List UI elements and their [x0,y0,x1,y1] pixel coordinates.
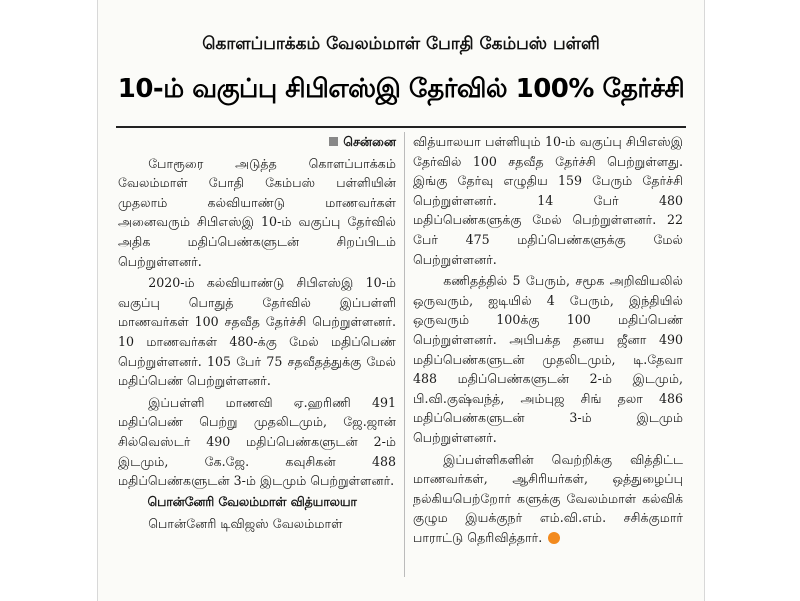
dateline [118,132,396,152]
paragraph: இப்பள்ளி மாணவி ஏ.ஹரிணி 491 மதிப்பெண் பெற்று முதலிடமும், ஜே.ஜான் சில்வெஸ்டர் 490 மதிப்பெண்களுடன் 2-ம் இடமும், கே.ஜே. கவுசிகன் 488 மதிப்பெண்களுடன் 3-ம் இடமும் பெற்றுள்ளனர். [118,394,396,489]
left-column [118,132,396,534]
headline: 10-ம் வகுப்பு சிபிஎஸ்இ தேர்வில் 100% தேர்ச்சி [117,74,685,104]
kicker: கொளப்பாக்கம் வேலம்மாள் போதி கேம்பஸ் பள்ளி [202,34,600,54]
end-mark-icon [548,532,560,544]
column-divider [404,132,405,577]
paragraph: கணிதத்தில் 5 பேரும், சமூக அறிவியலில் ஒருவரும், ஐடியில் 4 பேரும், இந்தியில் ஒருவரும் 100க்கு 100 மதிப்பெண் பெற்றுள்ளனர். அபிபக்த தனய ஜீனா 490 மதிப்பெண்களுடன் முதலிடமும், டி.தேவா 488 மதிப்பெண்களுடன் 2-ம் இடமும், பி.வி.குஷ்வந்த், அம்புஜ சிங் தலா 486 மதிப்பெண்களுடன் 3-ம் இடமும் பெற்றுள்ளனர். [413,273,683,445]
paragraph: போரூரை அடுத்த கொளப்பாக்கம் வேலம்மாள் போதி கேம்பஸ் பள்ளியின் முதலாம் கல்வியாண்டு மாணவர்கள் அனைவரும் சிபிஎஸ்இ 10-ம் வகுப்பு தேர்வில் அதிக மதிப்பெண்களுடன் சிறப்பிடம் பெற்றுள்ளனர். [118,155,396,269]
news-clipping [97,0,705,601]
dateline-text: சென்னை [343,134,396,149]
paragraph-text: இப்பள்ளிகளின் வெற்றிக்கு வித்திட்ட மாணவர்கள், ஆசிரியர்கள், ஒத்துழைப்பு நல்கியபெற்றோர் களுக்கு வேலம்மாள் கல்விக் குழும இயக்குநர் எம்.வி.எம். சசிக்குமார் பாராட்டு தெரிவித்தார். [413,451,683,545]
headline-rule [116,126,686,128]
paragraph: 2020-ம் கல்வியாண்டு சிபிஎஸ்இ 10-ம் வகுப்பு பொதுத் தேர்வில் இப்பள்ளி மாணவர்கள் 100 சதவீத தேர்ச்சி பெற்றுள்ளனர். 10 மாணவர்கள் 480-க்கு மேல் மதிப்பெண் பெற்றுள்ளனர். 105 பேர் 75 சதவீதத்துக்கு மேல் மதிப்பெண் பெற்றுள்ளனர். [118,275,396,389]
paragraph: பொன்னேரி டிவிஜஸ் வேலம்மாள் [148,516,343,532]
dateline-square-icon [329,137,338,146]
paragraph [413,450,683,548]
paragraph: வித்யாலயா பள்ளியும் 10-ம் வகுப்பு சிபிஎஸ்இ தேர்வில் 100 சதவீத தேர்ச்சி பெற்றுள்ளது. இங்கு தேர்வு எழுதிய 159 பேரும் தேர்ச்சி பெற்றுள்ளனர். 14 பேர் 480 மதிப்பெண்களுக்கு மேல் பெற்றுள்ளனர். 22 பேர் 475 மதிப்பெண்களுக்கு மேல் பெற்றுள்ளனர். [413,134,683,267]
right-column [413,132,683,547]
subheading: பொன்னேரி வேலம்மாள் வித்யாலயா [147,494,357,509]
